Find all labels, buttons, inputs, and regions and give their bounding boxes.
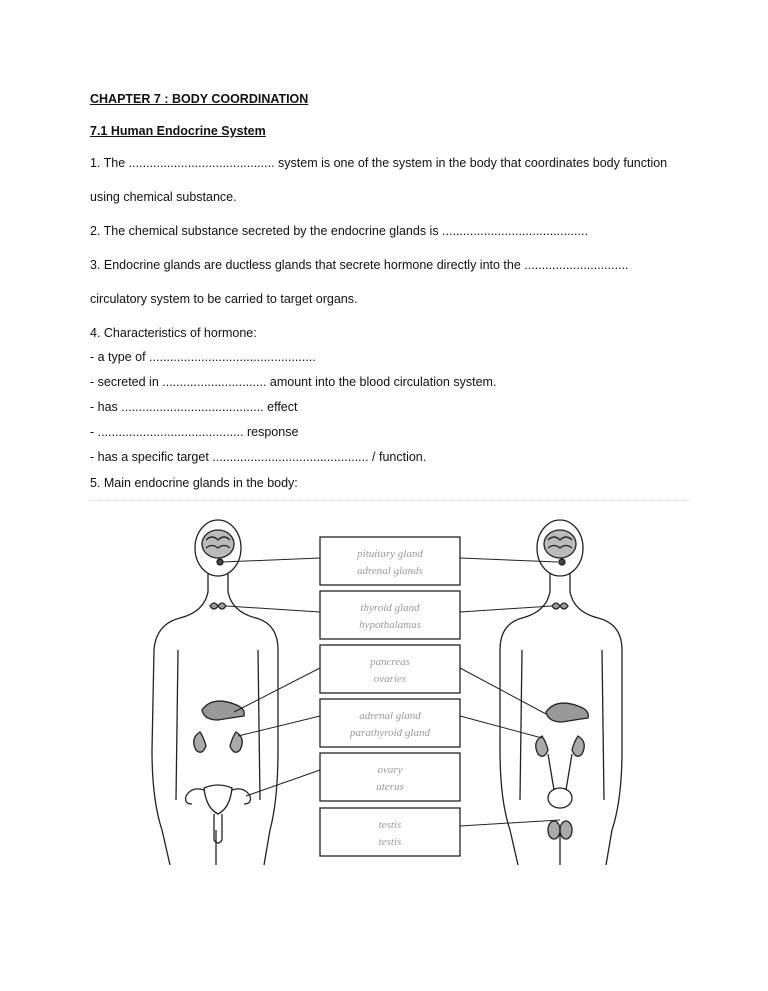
label-text: thyroid gland	[360, 602, 420, 614]
female-thyroid-icon	[210, 603, 226, 609]
question-1-line-1: 1. The .......................................... system is one of the system in the body that coordinates body function	[90, 156, 668, 170]
female-brain-icon	[202, 530, 234, 565]
question-4-item: - .......................................... response	[90, 425, 299, 439]
female-kidney-icon	[194, 732, 243, 752]
male-brain-icon	[544, 530, 576, 565]
question-4-item: - a type of ................................................	[90, 350, 316, 364]
question-5-heading: 5. Main endocrine glands in the body:	[90, 476, 298, 490]
question-3-line-1: 3. Endocrine glands are ductless glands that secrete hormone directly into the ..............................	[90, 258, 629, 272]
question-1-line-2: using chemical substance.	[90, 190, 237, 204]
chapter-title: CHAPTER 7 : BODY COORDINATION	[90, 92, 309, 106]
endocrine-diagram	[150, 500, 630, 870]
label-text: adrenal glands	[357, 565, 423, 577]
label-text: ovary	[377, 764, 403, 776]
question-2: 2. The chemical substance secreted by the endocrine glands is ..........................................	[90, 224, 588, 238]
label-text: pancreas	[370, 656, 410, 668]
question-4-heading: 4. Characteristics of hormone:	[90, 326, 257, 340]
female-ovary-uterus-icon	[186, 785, 251, 843]
label-text: pituitary gland	[357, 548, 423, 560]
female-body-outline	[152, 520, 278, 865]
section-title: 7.1 Human Endocrine System	[90, 124, 266, 138]
question-4-item: - has a specific target ............................................. / function.	[90, 450, 427, 464]
question-4-item: - has ......................................... effect	[90, 400, 298, 414]
male-pancreas-icon	[546, 703, 588, 722]
label-text: testis	[378, 819, 402, 831]
label-text: ovaries	[373, 673, 407, 685]
question-3-line-2: circulatory system to be carried to target organs.	[90, 292, 358, 306]
label-text: testis	[378, 836, 402, 848]
male-kidney-bladder-icon	[536, 736, 585, 808]
question-4-item: - secreted in .............................. amount into the blood circulation system.	[90, 375, 497, 389]
male-thyroid-icon	[552, 603, 568, 609]
male-body-outline	[500, 520, 622, 865]
label-text: hypothalamus	[359, 619, 421, 631]
label-text: adrenal gland	[359, 710, 421, 722]
label-box	[320, 645, 460, 693]
label-box	[320, 808, 460, 856]
label-box	[320, 537, 460, 585]
label-box	[320, 753, 460, 801]
label-text: uterus	[376, 781, 404, 793]
label-box	[320, 699, 460, 747]
female-pancreas-icon	[202, 701, 244, 720]
label-box	[320, 591, 460, 639]
label-text: parathyroid gland	[350, 727, 430, 739]
